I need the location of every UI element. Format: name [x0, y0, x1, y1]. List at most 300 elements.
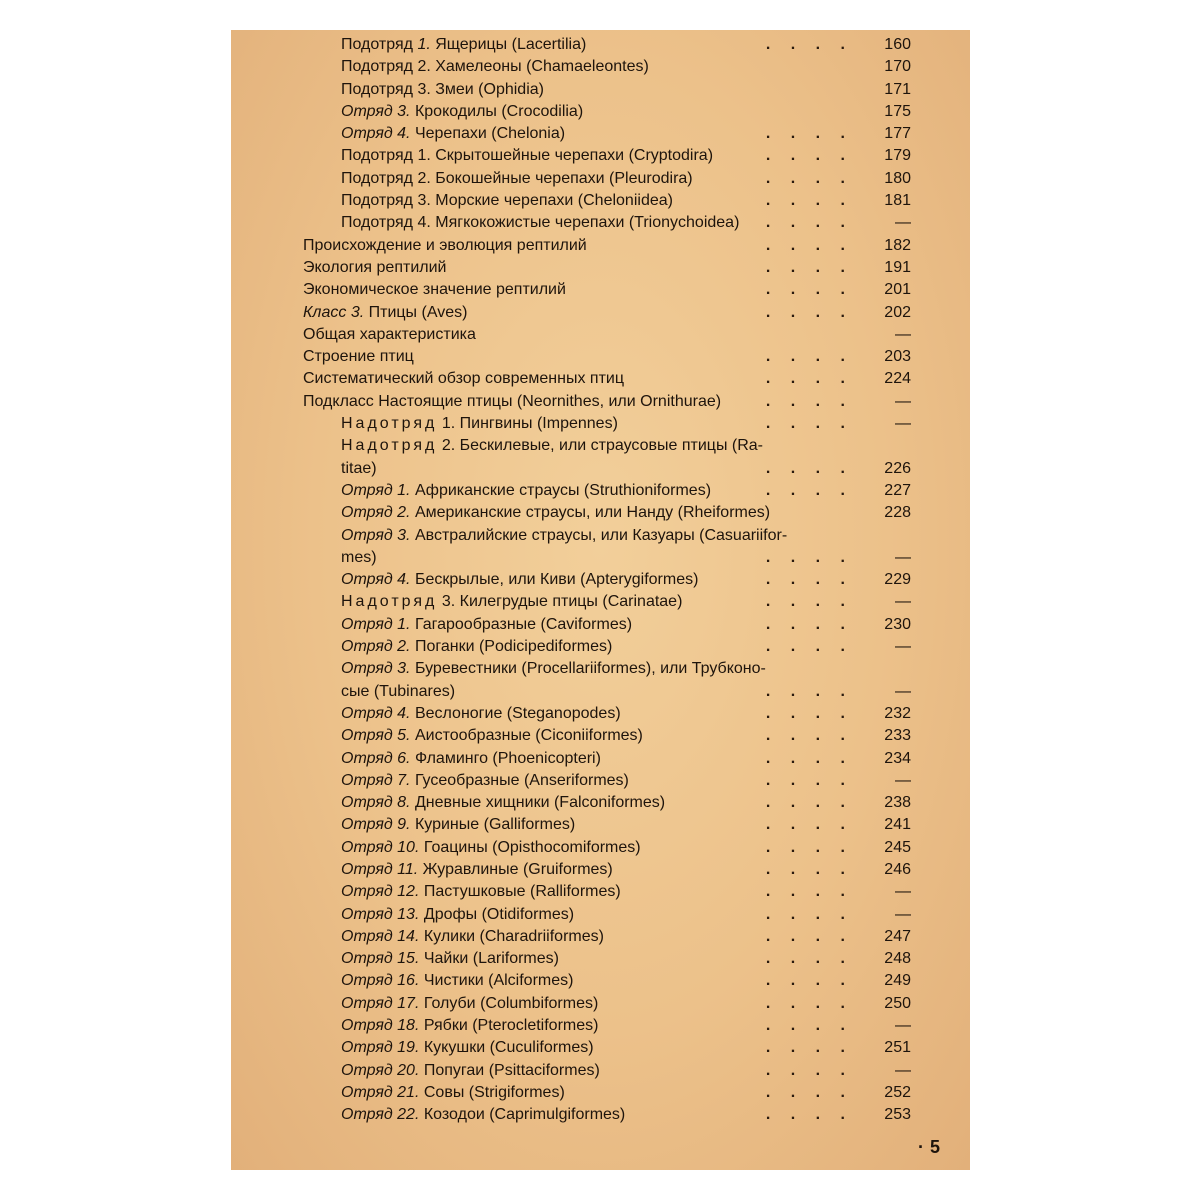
toc-rank: Отряд: [341, 816, 393, 834]
toc-entry-text: [341, 839, 641, 856]
toc-page-number: 238: [884, 794, 911, 812]
toc-entry: [303, 703, 911, 725]
toc-number: 15.: [397, 950, 420, 968]
dot-leader: . . . .: [765, 749, 853, 767]
dot-leader: . . . .: [765, 303, 853, 321]
toc-rank: Надотряд: [341, 415, 438, 433]
toc-entry: [303, 636, 911, 658]
toc-entry: [303, 391, 911, 413]
toc-entry: [303, 212, 911, 234]
toc-rank: Отряд: [341, 972, 393, 990]
toc-title: Килегрудые птицы (Carinatae): [459, 593, 683, 611]
dot-leader: . . . .: [765, 370, 853, 388]
toc-entry: [303, 480, 911, 502]
toc-entry: [303, 525, 903, 547]
toc-number: 2.: [441, 437, 456, 455]
page-number: · 5: [917, 1137, 940, 1157]
toc-entry-text: [341, 816, 575, 833]
toc-entry-text: [341, 571, 698, 588]
dot-leader: . . . .: [765, 838, 853, 856]
toc-rank: Подотряд: [341, 169, 413, 187]
toc-entry: [303, 547, 911, 569]
toc-page-number: 249: [884, 972, 911, 990]
toc-rank: Отряд: [341, 125, 393, 143]
toc-entry: [303, 904, 911, 926]
dot-leader: . . . .: [765, 459, 853, 477]
dot-leader: . . . .: [765, 36, 853, 53]
toc-rank: Отряд: [341, 771, 393, 789]
toc-title: Систематический обзор современных птиц: [303, 370, 624, 388]
toc-rank: Надотряд: [341, 437, 438, 455]
toc-title: Куриные (Galliformes): [414, 816, 576, 834]
toc-number: 3.: [350, 303, 365, 321]
dot-leader: . . . .: [765, 860, 853, 878]
toc-rank: Отряд: [341, 860, 393, 878]
toc-page-number: 250: [884, 994, 911, 1012]
toc-rank: Отряд: [341, 838, 393, 856]
toc-rank: Отряд: [341, 704, 393, 722]
dot-leader: . . . .: [765, 1061, 853, 1079]
toc-title: Бескрылые, или Киви (Apterygiformes): [414, 571, 699, 589]
toc-entry-text: [341, 1017, 598, 1034]
toc-title: Чистики (Alciformes): [423, 972, 574, 990]
toc-rank: Отряд: [341, 950, 393, 968]
toc-entry-text: [303, 281, 566, 298]
dot-leader: . . . .: [765, 214, 853, 232]
toc-number: 8.: [397, 794, 411, 812]
toc-number: 4.: [397, 125, 411, 143]
toc-page-number: 203: [884, 348, 911, 366]
toc-title: Кукушки (Cuculiformes): [423, 1039, 594, 1057]
dot-leader: . . . .: [765, 950, 853, 968]
toc-entry: [303, 881, 911, 903]
toc-title: Голуби (Columbiformes): [423, 994, 599, 1012]
toc-rank: Отряд: [341, 615, 393, 633]
toc-page-number: 228: [884, 504, 911, 522]
toc-entry-text: [341, 147, 713, 164]
toc-rank: Отряд: [341, 994, 393, 1012]
toc-page-number: 182: [884, 236, 911, 254]
toc-entry: [303, 569, 911, 591]
toc-title: Дрофы (Otidiformes): [423, 905, 575, 923]
toc-rank: Отряд: [341, 102, 393, 120]
toc-entry: [303, 658, 903, 680]
toc-title: Дневные хищники (Falconiformes): [414, 794, 666, 812]
toc-number: 2.: [397, 504, 411, 522]
toc-entry-text: [341, 437, 763, 454]
toc-entry-text: [341, 750, 601, 767]
dot-leader: . . . .: [765, 392, 853, 410]
toc-number: 20.: [397, 1061, 420, 1079]
toc-number: 3.: [397, 526, 411, 544]
toc-entry: [303, 257, 911, 279]
dot-leader: . . . .: [765, 972, 853, 990]
toc-page-number: 224: [884, 370, 911, 388]
toc-entry-text: [341, 1062, 600, 1079]
toc-rank: Подотряд: [341, 214, 413, 232]
toc-entry: [303, 814, 911, 836]
toc-page-number: 253: [884, 1106, 911, 1124]
dot-leader: . . . .: [765, 682, 853, 700]
toc-title: Строение птиц: [303, 348, 414, 366]
toc-title: Крокодилы (Crocodilia): [414, 102, 584, 120]
toc-entry-text: [341, 638, 612, 655]
dot-leader: . . . .: [765, 638, 853, 656]
dot-leader: . . . .: [765, 883, 853, 901]
dot-leader: . . . .: [765, 125, 853, 143]
toc-title: Африканские страусы (Struthioniformes): [414, 481, 712, 499]
toc-entry: [303, 435, 903, 457]
toc-entry-text: [341, 794, 665, 811]
toc-number: 1.: [417, 36, 431, 53]
toc-entry: [303, 970, 911, 992]
toc-title: Фламинго (Phoenicopteri): [414, 749, 601, 767]
toc-number: 6.: [397, 749, 411, 767]
toc-entry-text: [341, 58, 649, 75]
dot-leader: . . . .: [765, 1039, 853, 1057]
toc-entry-text: [341, 928, 604, 945]
toc-number: 4.: [397, 704, 411, 722]
dot-leader: . . . .: [765, 571, 853, 589]
toc-rank: Отряд: [341, 1039, 393, 1057]
toc-page-number: —: [895, 548, 911, 566]
toc-entry: [303, 101, 911, 123]
toc-number: 2.: [417, 58, 431, 76]
toc-entry: [303, 993, 911, 1015]
toc-entry-text: [341, 616, 632, 633]
toc-number: 11.: [397, 860, 419, 878]
toc-entry-text: [341, 772, 629, 789]
toc-rank: Отряд: [341, 749, 393, 767]
toc-title: Происхождение и эволюция рептилий: [303, 236, 587, 254]
toc-entry: [303, 681, 911, 703]
dot-leader: . . . .: [765, 192, 853, 210]
toc-entry: [303, 190, 911, 212]
dot-leader: . . . .: [765, 615, 853, 633]
toc-entry-text: [341, 727, 643, 744]
toc-page-number: —: [895, 905, 911, 923]
toc-number: 4.: [417, 214, 431, 232]
toc-page-number: 202: [884, 303, 911, 321]
toc-page-number: 201: [884, 281, 911, 299]
toc-title: Американские страусы, или Нанду (Rheiformes): [414, 504, 771, 522]
toc-page-number: —: [895, 214, 911, 232]
toc-number: 17.: [397, 994, 420, 1012]
toc-entry-text: [341, 81, 544, 98]
toc-title: Экология рептилий: [303, 258, 447, 276]
toc-entry: [303, 614, 911, 636]
toc-entry-text: [303, 370, 624, 387]
toc-title: mes): [341, 548, 377, 566]
toc-page-number: 179: [884, 147, 911, 165]
toc-number: 3.: [441, 593, 456, 611]
toc-title: Змеи (Ophidia): [435, 80, 544, 98]
toc-title: Совы (Strigiformes): [423, 1083, 565, 1101]
toc-page-number: 170: [884, 58, 911, 76]
toc-entry-text: [303, 237, 587, 254]
toc-title: Попугаи (Psittaciformes): [423, 1061, 600, 1079]
toc-number: 3.: [397, 102, 411, 120]
toc-entry-text: [341, 660, 766, 677]
toc-page-number: 181: [884, 192, 911, 210]
dot-leader: . . . .: [765, 348, 853, 366]
toc-title: Бескилевые, или страусовые птицы (Ra-: [459, 437, 763, 455]
table-of-contents: [303, 34, 911, 1127]
dot-leader: . . . .: [765, 1083, 853, 1101]
toc-number: 14.: [397, 927, 420, 945]
toc-page-number: 232: [884, 704, 911, 722]
toc-title: Хамелеоны (Chamaeleontes): [435, 58, 649, 76]
toc-title: Кулики (Charadriiformes): [423, 927, 604, 945]
toc-entry: [303, 235, 911, 257]
toc-page-number: 233: [884, 727, 911, 745]
dot-leader: . . . .: [765, 927, 853, 945]
toc-entry: [303, 56, 911, 78]
toc-page-number: —: [895, 325, 911, 343]
toc-entry-text: [303, 304, 467, 321]
toc-entry: [303, 926, 911, 948]
toc-page-number: 251: [884, 1039, 911, 1057]
toc-entry: [303, 1104, 911, 1126]
toc-entry-text: [341, 1106, 625, 1123]
toc-rank: Отряд: [341, 526, 393, 544]
toc-entry-text: [341, 36, 586, 53]
toc-entry: [303, 123, 911, 145]
toc-rank: Отряд: [341, 883, 393, 901]
toc-entry: [303, 725, 911, 747]
toc-title: Журавлиные (Gruiformes): [422, 860, 613, 878]
toc-title: Мягкокожистые черепахи (Trionychoidea): [435, 214, 740, 232]
toc-title: Пастушковые (Ralliformes): [423, 883, 621, 901]
toc-rank: Подотряд: [341, 192, 413, 210]
toc-rank: Класс: [303, 303, 347, 321]
toc-entry: [303, 34, 911, 56]
toc-rank: Отряд: [341, 638, 393, 656]
toc-entry: [303, 591, 911, 613]
toc-entry-text: [303, 326, 476, 343]
toc-entry-text: [341, 214, 739, 231]
toc-page-number: —: [895, 392, 911, 410]
toc-page-number: 234: [884, 749, 911, 767]
book-page: [231, 30, 970, 1170]
toc-entry-text: [341, 103, 583, 120]
dot-leader: . . . .: [765, 816, 853, 834]
toc-title: Рябки (Pterocletiformes): [423, 1017, 599, 1035]
toc-rank: Отряд: [341, 1106, 393, 1124]
toc-page-number: 191: [884, 258, 911, 276]
toc-title: Птицы (Aves): [368, 303, 468, 321]
toc-entry: [303, 79, 911, 101]
toc-entry-text: [341, 192, 673, 209]
toc-entry: [303, 859, 911, 881]
toc-entry-text: [341, 883, 621, 900]
dot-leader: . . . .: [765, 727, 853, 745]
dot-leader: . . . .: [765, 281, 853, 299]
toc-rank: Отряд: [341, 1017, 393, 1035]
toc-title: Чайки (Lariformes): [423, 950, 559, 968]
toc-entry: [303, 145, 911, 167]
toc-entry-text: [341, 1039, 594, 1056]
toc-page-number: 180: [884, 169, 911, 187]
toc-number: 3.: [417, 80, 431, 98]
toc-rank: Отряд: [341, 927, 393, 945]
toc-number: 22.: [397, 1106, 420, 1124]
toc-page-number: 175: [884, 102, 911, 120]
dot-leader: . . . .: [765, 1106, 853, 1124]
toc-entry-text: [341, 861, 613, 878]
toc-entry: [303, 770, 911, 792]
toc-title: Аистообразные (Ciconiiformes): [414, 727, 643, 745]
toc-page-number: 248: [884, 950, 911, 968]
toc-entry: [303, 413, 911, 435]
dot-leader: . . . .: [765, 481, 853, 499]
toc-number: 1.: [397, 615, 411, 633]
toc-entry: [303, 324, 911, 346]
toc-page-number: —: [895, 682, 911, 700]
toc-entry-text: [341, 950, 559, 967]
toc-page-number: —: [895, 1061, 911, 1079]
toc-page-number: —: [895, 415, 911, 433]
toc-title: Поганки (Podicipediformes): [414, 638, 613, 656]
dot-leader: . . . .: [765, 794, 853, 812]
toc-page-number: 160: [884, 36, 911, 53]
toc-entry-text: [341, 593, 682, 610]
toc-entry-text: [341, 170, 693, 187]
toc-entry-text: [341, 705, 621, 722]
toc-page-number: 226: [884, 459, 911, 477]
toc-entry: [303, 1082, 911, 1104]
toc-page-number: 177: [884, 125, 911, 143]
toc-entry: [303, 948, 911, 970]
toc-title: Австралийские страусы, или Казуары (Casuariifor-: [414, 526, 788, 544]
toc-entry: [303, 1060, 911, 1082]
toc-page-number: 252: [884, 1083, 911, 1101]
toc-entry: [303, 279, 911, 301]
toc-entry: [303, 502, 911, 524]
toc-number: 7.: [397, 771, 411, 789]
toc-entry: [303, 1037, 911, 1059]
toc-page-number: —: [895, 638, 911, 656]
toc-page-number: 247: [884, 927, 911, 945]
toc-number: 1.: [417, 147, 431, 165]
toc-number: 1.: [441, 415, 456, 433]
toc-entry: [303, 1015, 911, 1037]
dot-leader: . . . .: [765, 169, 853, 187]
toc-entry-text: [341, 415, 618, 432]
toc-rank: Отряд: [341, 1061, 393, 1079]
toc-entry: [303, 458, 911, 480]
toc-entry-text: [341, 906, 574, 923]
toc-page-number: —: [895, 1017, 911, 1035]
toc-rank: Надотряд: [341, 593, 438, 611]
toc-rank: Подотряд: [341, 36, 413, 53]
toc-page-number: 227: [884, 481, 911, 499]
toc-title: Общая характеристика: [303, 325, 476, 343]
toc-rank: Отряд: [341, 1083, 393, 1101]
toc-entry-text: [303, 393, 721, 410]
toc-entry-text: [341, 683, 455, 700]
dot-leader: . . . .: [765, 1017, 853, 1035]
toc-rank: Отряд: [341, 660, 393, 678]
toc-page-number: —: [895, 593, 911, 611]
toc-page-number: 171: [884, 80, 911, 98]
toc-page-number: —: [895, 771, 911, 789]
toc-title: titae): [341, 459, 377, 477]
dot-leader: . . . .: [765, 905, 853, 923]
toc-entry: [303, 748, 911, 770]
dot-leader: . . . .: [765, 236, 853, 254]
toc-number: 9.: [397, 816, 411, 834]
dot-leader: . . . .: [765, 415, 853, 433]
toc-number: 2.: [397, 638, 411, 656]
toc-entry-text: [341, 504, 770, 521]
toc-title: Скрытошейные черепахи (Cryptodira): [435, 147, 714, 165]
toc-entry: [303, 302, 911, 324]
toc-entry: [303, 837, 911, 859]
toc-rank: Отряд: [341, 481, 393, 499]
toc-entry-text: [341, 125, 565, 142]
toc-page-number: 229: [884, 571, 911, 589]
toc-title: Черепахи (Chelonia): [414, 125, 566, 143]
toc-entry: [303, 346, 911, 368]
dot-leader: . . . .: [765, 593, 853, 611]
toc-number: 3.: [397, 660, 411, 678]
toc-rank: Подотряд: [341, 58, 413, 76]
toc-rank: Отряд: [341, 794, 393, 812]
toc-entry-text: [341, 460, 377, 477]
toc-page-number: 241: [884, 816, 911, 834]
dot-leader: . . . .: [765, 994, 853, 1012]
toc-page-number: —: [895, 883, 911, 901]
toc-entry: [303, 168, 911, 190]
toc-title: Козодои (Caprimulgiformes): [423, 1106, 626, 1124]
toc-number: 5.: [397, 727, 411, 745]
toc-number: 1.: [397, 481, 411, 499]
toc-title: Бокошейные черепахи (Pleurodira): [435, 169, 693, 187]
toc-page-number: 230: [884, 615, 911, 633]
toc-entry-text: [341, 527, 787, 544]
toc-entry-text: [341, 549, 377, 566]
toc-title: Морские черепахи (Cheloniidea): [435, 192, 673, 210]
toc-rank: Отряд: [341, 571, 393, 589]
toc-entry-text: [341, 482, 711, 499]
dot-leader: . . . .: [765, 258, 853, 276]
toc-title: Гоацины (Opisthocomiformes): [423, 838, 641, 856]
toc-number: 18.: [397, 1017, 420, 1035]
toc-title: сые (Tubinares): [341, 682, 456, 700]
toc-number: 12.: [397, 883, 420, 901]
toc-number: 16.: [397, 972, 420, 990]
toc-rank: Отряд: [341, 504, 393, 522]
toc-title: Гагарообразные (Caviformes): [414, 615, 633, 633]
toc-number: 10.: [397, 838, 420, 856]
toc-title: Веслоногие (Steganopodes): [414, 704, 621, 722]
toc-title: Буревестники (Procellariiformes), или Трубконо-: [414, 660, 766, 678]
toc-page-number: 245: [884, 838, 911, 856]
toc-rank: Подотряд: [341, 80, 413, 98]
toc-page-number: 246: [884, 860, 911, 878]
toc-number: 3.: [417, 192, 431, 210]
toc-entry-text: [303, 259, 446, 276]
toc-entry-text: [341, 1084, 565, 1101]
toc-rank: Подотряд: [341, 147, 413, 165]
toc-rank: Отряд: [341, 905, 393, 923]
toc-entry: [303, 792, 911, 814]
toc-number: 2.: [417, 169, 431, 187]
toc-number: 13.: [397, 905, 420, 923]
toc-title: Экономическое значение рептилий: [303, 281, 566, 299]
toc-entry-text: [341, 995, 598, 1012]
